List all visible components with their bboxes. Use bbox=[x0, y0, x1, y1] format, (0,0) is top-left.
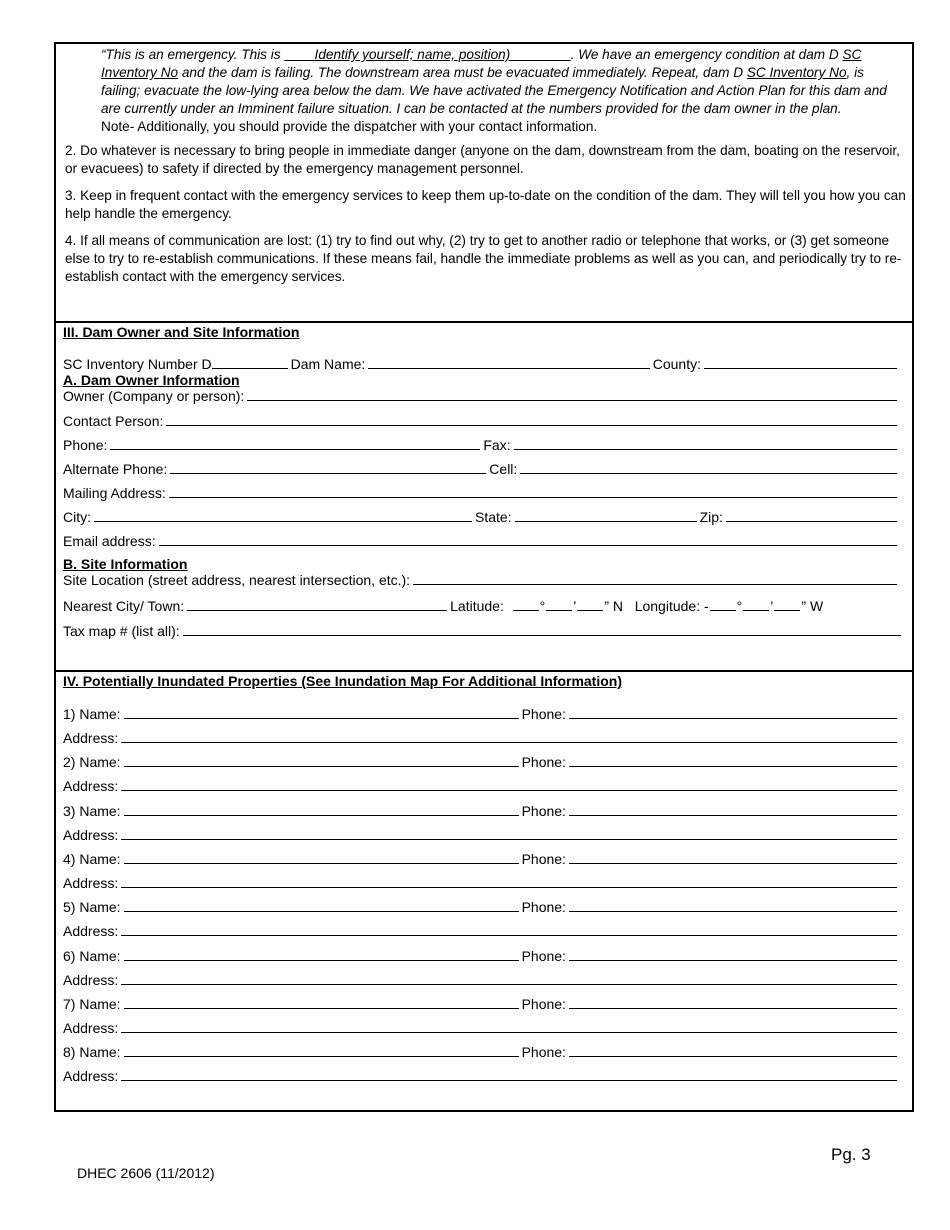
state-label: State: bbox=[475, 509, 512, 525]
contact-person-label: Contact Person: bbox=[63, 413, 164, 429]
mailing-address-label: Mailing Address: bbox=[63, 485, 166, 501]
section-iv-heading: IV. Potentially Inundated Properties (See Inundation Map For Additional Information) bbox=[63, 673, 622, 689]
contact-person-input[interactable] bbox=[166, 424, 897, 426]
property-name-input[interactable] bbox=[124, 814, 519, 816]
nearest-city-input[interactable] bbox=[187, 609, 447, 611]
phone-row bbox=[63, 435, 900, 453]
property-name-input[interactable] bbox=[124, 1007, 519, 1009]
alt-phone-input[interactable] bbox=[170, 472, 486, 474]
property-phone-input[interactable] bbox=[569, 765, 897, 767]
contact-row bbox=[63, 411, 900, 429]
property-phone-label: Phone: bbox=[521, 706, 566, 722]
city-label: City: bbox=[63, 509, 91, 525]
longitude-label: Longitude: - bbox=[634, 598, 709, 614]
property-name-row bbox=[63, 704, 900, 722]
site-info-heading: B. Site Information bbox=[63, 556, 188, 572]
phone-input[interactable] bbox=[110, 448, 480, 450]
emergency-script bbox=[101, 46, 906, 136]
longitude-degrees-input[interactable] bbox=[710, 609, 736, 611]
property-address-input[interactable] bbox=[121, 1031, 897, 1033]
dam-name-input[interactable] bbox=[368, 367, 649, 369]
property-phone-input[interactable] bbox=[569, 1055, 897, 1057]
property-name-input[interactable] bbox=[124, 765, 519, 767]
second-west-symbol: ” W bbox=[801, 598, 824, 614]
instruction-item-3: 3. Keep in frequent contact with the emergency services to keep them up-to-date on the condition of the dam. They will tell you how you can help handle the emergency. bbox=[65, 188, 906, 221]
fax-input[interactable] bbox=[514, 448, 897, 450]
cell-label: Cell: bbox=[489, 461, 518, 477]
property-address-input[interactable] bbox=[121, 983, 897, 985]
sc-inventory-input[interactable] bbox=[212, 367, 288, 369]
property-name-row bbox=[63, 994, 900, 1012]
property-name-label: 3) Name: bbox=[63, 802, 121, 819]
property-phone-label: Phone: bbox=[521, 802, 566, 819]
property-address-input[interactable] bbox=[121, 886, 897, 888]
property-name-input[interactable] bbox=[124, 910, 519, 912]
owner-label: Owner (Company or person): bbox=[63, 388, 245, 404]
phone-label: Phone: bbox=[63, 437, 108, 453]
zip-input[interactable] bbox=[726, 520, 897, 522]
property-phone-input[interactable] bbox=[569, 959, 897, 961]
property-name-label: 1) Name: bbox=[63, 706, 121, 722]
property-address-input[interactable] bbox=[121, 741, 897, 743]
quote-text: . We have an emergency condition at dam D bbox=[570, 47, 843, 62]
latitude-label: Latitude: bbox=[450, 598, 504, 614]
property-address-label: Address: bbox=[63, 1068, 119, 1085]
coordinates-row bbox=[63, 596, 900, 614]
property-name-label: 5) Name: bbox=[63, 899, 121, 916]
minute-symbol: ’ bbox=[770, 598, 774, 614]
owner-input[interactable] bbox=[247, 399, 897, 401]
quote-text: “This is an emergency. This is bbox=[101, 47, 285, 62]
email-label: Email address: bbox=[63, 533, 156, 549]
property-address-input[interactable] bbox=[121, 934, 897, 936]
sc-inventory-placeholder: SC Inventory No bbox=[746, 65, 847, 80]
inundated-properties-section bbox=[56, 670, 912, 1110]
property-phone-label: Phone: bbox=[521, 1044, 566, 1061]
property-name-row bbox=[63, 752, 900, 770]
property-name-row bbox=[63, 1042, 900, 1060]
alt-phone-row bbox=[63, 459, 900, 477]
taxmap-label: Tax map # (list all): bbox=[63, 623, 180, 639]
second-north-symbol: ” N bbox=[604, 598, 624, 614]
property-phone-input[interactable] bbox=[569, 717, 897, 719]
property-phone-input[interactable] bbox=[569, 862, 897, 864]
property-phone-label: Phone: bbox=[521, 995, 566, 1012]
property-address-input[interactable] bbox=[121, 1079, 897, 1081]
property-address-input[interactable] bbox=[121, 838, 897, 840]
minute-symbol: ’ bbox=[573, 598, 577, 614]
property-name-label: 4) Name: bbox=[63, 850, 121, 867]
form-frame bbox=[54, 42, 914, 1112]
property-phone-input[interactable] bbox=[569, 814, 897, 816]
longitude-seconds-input[interactable] bbox=[774, 609, 800, 611]
degree-symbol: ° bbox=[539, 598, 546, 614]
owner-info-heading: A. Dam Owner Information bbox=[63, 372, 240, 388]
site-location-label: Site Location (street address, nearest intersection, etc.): bbox=[63, 572, 411, 588]
property-phone-label: Phone: bbox=[521, 947, 566, 964]
property-phone-label: Phone: bbox=[521, 850, 566, 867]
property-name-label: 2) Name: bbox=[63, 754, 121, 771]
property-name-label: 7) Name: bbox=[63, 995, 121, 1012]
property-address-label: Address: bbox=[63, 1019, 119, 1036]
property-address-row bbox=[63, 921, 900, 939]
property-address-label: Address: bbox=[63, 971, 119, 988]
quote-text: and the dam is failing. The downstream area must be evacuated immediately. Repeat, dam D bbox=[178, 65, 747, 80]
property-address-row bbox=[63, 873, 900, 891]
mailing-row bbox=[63, 483, 900, 501]
property-name-label: 8) Name: bbox=[63, 1044, 121, 1061]
form-id: DHEC 2606 (11/2012) bbox=[77, 1165, 215, 1181]
email-input[interactable] bbox=[159, 544, 897, 546]
property-name-input[interactable] bbox=[124, 959, 519, 961]
emergency-instructions-section bbox=[56, 44, 912, 321]
property-name-input[interactable] bbox=[124, 1055, 519, 1057]
city-row bbox=[63, 507, 900, 525]
latitude-seconds-input[interactable] bbox=[577, 609, 603, 611]
property-name-row bbox=[63, 801, 900, 819]
property-name-input[interactable] bbox=[124, 717, 519, 719]
fax-label: Fax: bbox=[483, 437, 511, 453]
owner-row bbox=[63, 386, 900, 404]
property-address-label: Address: bbox=[63, 923, 119, 940]
latitude-degrees-input[interactable] bbox=[513, 609, 539, 611]
property-address-row bbox=[63, 1066, 900, 1084]
property-address-row bbox=[63, 728, 900, 746]
dispatcher-note: Note- Additionally, you should provide the dispatcher with your contact information. bbox=[101, 119, 598, 134]
property-address-row bbox=[63, 970, 900, 988]
property-name-label: 6) Name: bbox=[63, 947, 121, 964]
dam-name-label: Dam Name: bbox=[290, 356, 366, 372]
property-address-row bbox=[63, 1018, 900, 1036]
nearest-city-label: Nearest City/ Town: bbox=[63, 598, 185, 614]
instruction-item-4: 4. If all means of communication are lost: (1) try to find out why, (2) try to get to another radio or telephone that works, or (3) get someone else to try to re-establish communications. If these means fail, handle the immediate problems as well as you can, and periodically try to re-establish contact with the emergency services. bbox=[65, 233, 902, 284]
longitude-minutes-input[interactable] bbox=[743, 609, 769, 611]
property-address-label: Address: bbox=[63, 778, 119, 795]
county-input[interactable] bbox=[704, 367, 897, 369]
sc-inventory-label: SC Inventory Number D bbox=[63, 356, 212, 372]
property-address-row bbox=[63, 776, 900, 794]
zip-label: Zip: bbox=[699, 509, 723, 525]
mailing-address-input[interactable] bbox=[169, 496, 897, 498]
property-address-label: Address: bbox=[63, 826, 119, 843]
alt-phone-label: Alternate Phone: bbox=[63, 461, 168, 477]
property-phone-input[interactable] bbox=[569, 1007, 897, 1009]
property-address-row bbox=[63, 825, 900, 843]
property-phone-label: Phone: bbox=[521, 754, 566, 771]
property-name-row bbox=[63, 946, 900, 964]
county-label: County: bbox=[652, 356, 701, 372]
taxmap-row bbox=[63, 621, 904, 639]
quote-text: , is failing; evacuate the low-lying area below the dam. We have activated the Emergency Notification and Action Plan for this dam and are currently under an Imminent failure situation. I can be contacted at the numbers provided for the dam owner in the plan. bbox=[101, 65, 887, 116]
sc-inventory-placeholder: SC Inventory No bbox=[101, 47, 862, 80]
taxmap-input[interactable] bbox=[183, 634, 901, 636]
email-row bbox=[63, 531, 900, 549]
latitude-minutes-input[interactable] bbox=[546, 609, 572, 611]
cell-input[interactable] bbox=[520, 472, 897, 474]
property-name-row bbox=[63, 849, 900, 867]
property-address-input[interactable] bbox=[121, 789, 897, 791]
city-input[interactable] bbox=[94, 520, 472, 522]
degree-symbol: ° bbox=[736, 598, 743, 614]
identify-hint: Identify yourself; name, position) bbox=[314, 47, 511, 62]
instruction-item-2: 2. Do whatever is necessary to bring people in immediate danger (anyone on the dam, downstream from the dam, boating on the reservoir, or evacuees) to safety if directed by the emergency management personnel. bbox=[65, 143, 900, 176]
property-address-label: Address: bbox=[63, 730, 119, 746]
property-name-row bbox=[63, 897, 900, 915]
property-name-input[interactable] bbox=[124, 862, 519, 864]
state-input[interactable] bbox=[515, 520, 697, 522]
property-phone-input[interactable] bbox=[569, 910, 897, 912]
inventory-row bbox=[63, 354, 900, 372]
identify-field[interactable] bbox=[284, 47, 570, 62]
property-phone-label: Phone: bbox=[521, 899, 566, 916]
dam-owner-site-section bbox=[56, 321, 912, 670]
site-location-row bbox=[63, 570, 900, 588]
site-location-input[interactable] bbox=[413, 583, 897, 585]
section-iii-heading: III. Dam Owner and Site Information bbox=[63, 324, 300, 340]
property-address-label: Address: bbox=[63, 874, 119, 891]
page-number: Pg. 3 bbox=[831, 1145, 871, 1164]
